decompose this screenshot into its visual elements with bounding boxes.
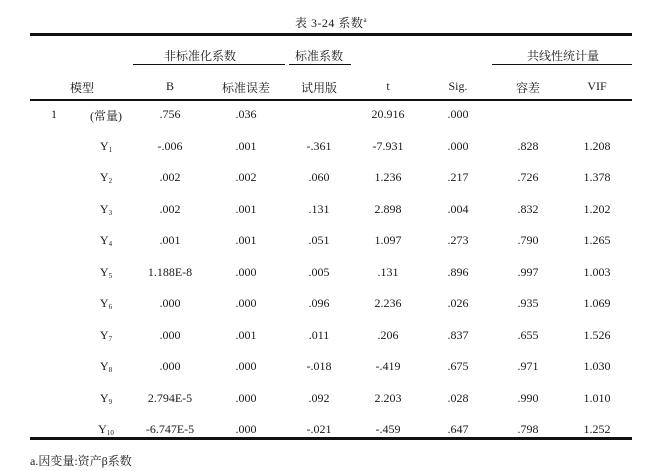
- cell-beta: .011: [308, 328, 330, 342]
- cell-beta: .096: [308, 296, 330, 310]
- table-title-text: 表 3-24 系数: [294, 16, 364, 30]
- row-variable-name: Y: [98, 422, 107, 436]
- cell-t: 1.236: [374, 170, 402, 184]
- header-vif: VIF: [587, 79, 607, 93]
- row-variable: [100, 202, 112, 217]
- row-variable: [90, 107, 122, 124]
- cell-sig: .217: [447, 170, 469, 184]
- cell-std-error: .000: [235, 422, 257, 436]
- row-variable-name: (常量): [90, 109, 122, 123]
- row-variable: [100, 391, 112, 406]
- cell-t: .131: [377, 265, 399, 279]
- cell-t: 1.097: [374, 233, 402, 247]
- cell-b: -.006: [157, 139, 183, 153]
- row-variable-name: Y: [99, 265, 109, 279]
- cell-vif: 1.526: [583, 328, 611, 342]
- cell-b: .000: [159, 359, 181, 373]
- cell-b: 1.188E-8: [147, 265, 193, 279]
- cell-b: .002: [159, 170, 181, 184]
- row-variable-subscript: 4: [108, 240, 113, 248]
- cell-t: -7.931: [372, 139, 404, 153]
- cell-b: -6.747E-5: [145, 422, 195, 436]
- std-group-line: [289, 64, 351, 65]
- cell-t: 2.236: [374, 296, 402, 310]
- cell-sig: .000: [447, 139, 469, 153]
- collin-group-line: [492, 64, 632, 65]
- cell-beta: .051: [308, 233, 330, 247]
- cell-vif: 1.010: [583, 391, 611, 405]
- cell-vif: 1.069: [583, 296, 611, 310]
- cell-tolerance: .832: [517, 202, 539, 216]
- bottom-rule: [30, 437, 632, 440]
- cell-b: .756: [159, 107, 181, 121]
- cell-b: 2.794E-5: [147, 391, 193, 405]
- cell-sig: .028: [447, 391, 469, 405]
- header-t: t: [386, 79, 390, 93]
- table-title: [0, 14, 662, 31]
- cell-tolerance: .997: [517, 265, 539, 279]
- cell-beta: -.021: [306, 422, 332, 436]
- cell-t: 20.916: [371, 107, 405, 121]
- cell-beta: .131: [308, 202, 330, 216]
- cell-tolerance: .655: [517, 328, 539, 342]
- row-variable-name: Y: [99, 359, 109, 373]
- cell-std-error: .001: [235, 139, 257, 153]
- cell-std-error: .000: [235, 296, 257, 310]
- cell-sig: .026: [447, 296, 469, 310]
- header-b: B: [165, 79, 175, 93]
- cell-vif: 1.202: [583, 202, 611, 216]
- row-variable: [100, 170, 112, 185]
- cell-vif: 1.252: [583, 422, 611, 436]
- cell-b: .000: [159, 328, 181, 342]
- cell-t: 2.898: [374, 202, 402, 216]
- row-variable: [100, 296, 112, 311]
- unstd-group-line: [133, 64, 285, 65]
- cell-vif: 1.208: [583, 139, 611, 153]
- table-title-sup: a: [363, 16, 368, 24]
- cell-vif: 1.003: [583, 265, 611, 279]
- header-beta: 试用版: [300, 81, 338, 95]
- header-standardized-coefficients: 标准系数: [294, 49, 344, 63]
- row-variable-name: Y: [99, 233, 109, 247]
- row-variable-name: Y: [99, 296, 109, 310]
- cell-beta: .092: [308, 391, 330, 405]
- top-rule: [30, 33, 632, 36]
- cell-sig: .675: [447, 359, 469, 373]
- header-rule: [30, 99, 632, 101]
- cell-tolerance: .990: [517, 391, 539, 405]
- cell-std-error: .001: [235, 233, 257, 247]
- cell-std-error: .001: [235, 328, 257, 342]
- cell-beta: .005: [308, 265, 330, 279]
- cell-std-error: .036: [235, 107, 257, 121]
- cell-tolerance: .828: [517, 139, 539, 153]
- cell-beta: -.361: [306, 139, 332, 153]
- row-variable-subscript: 8: [108, 366, 113, 374]
- footnote: a.因变量:资产β系数: [30, 454, 132, 468]
- row-variable-subscript: 5: [108, 272, 113, 280]
- cell-vif: 1.378: [583, 170, 611, 184]
- header-tolerance: 容差: [515, 81, 541, 95]
- row-variable: [100, 265, 112, 280]
- cell-std-error: .000: [235, 391, 257, 405]
- row-variable-name: Y: [99, 170, 109, 184]
- cell-vif: 1.030: [583, 359, 611, 373]
- cell-beta: .060: [308, 170, 330, 184]
- cell-b: .000: [159, 296, 181, 310]
- row-variable-subscript: 2: [108, 177, 113, 185]
- cell-b: .002: [159, 202, 181, 216]
- cell-tolerance: .790: [517, 233, 539, 247]
- cell-beta: -.018: [306, 359, 332, 373]
- model-number: 1: [51, 107, 57, 121]
- cell-sig: .647: [447, 422, 469, 436]
- cell-t: 2.203: [374, 391, 402, 405]
- header-unstandardized-coefficients: 非标准化系数: [163, 49, 237, 63]
- row-variable-subscript: 7: [108, 335, 113, 343]
- row-variable: [100, 359, 112, 374]
- header-sig: Sig.: [448, 79, 468, 93]
- row-variable-subscript: 3: [108, 209, 113, 217]
- cell-sig: .837: [447, 328, 469, 342]
- row-variable: [98, 422, 114, 437]
- row-variable-subscript: 6: [108, 303, 113, 311]
- row-variable-name: Y: [99, 202, 109, 216]
- cell-t: -.459: [375, 422, 401, 436]
- cell-sig: .000: [447, 107, 469, 121]
- cell-tolerance: .726: [517, 170, 539, 184]
- row-variable-name: Y: [99, 391, 109, 405]
- row-variable-name: Y: [99, 139, 109, 153]
- cell-vif: 1.265: [583, 233, 611, 247]
- cell-b: .001: [159, 233, 181, 247]
- cell-std-error: .001: [235, 202, 257, 216]
- cell-tolerance: .935: [517, 296, 539, 310]
- cell-t: .206: [377, 328, 399, 342]
- header-model: 模型: [69, 81, 95, 95]
- header-std-error: 标准误差: [221, 81, 271, 95]
- cell-std-error: .002: [235, 170, 257, 184]
- row-variable: [100, 233, 112, 248]
- row-variable: [100, 328, 112, 343]
- cell-std-error: .000: [235, 359, 257, 373]
- row-variable-subscript: 1: [108, 146, 113, 154]
- header-collinearity-statistics: 共线性统计量: [526, 49, 600, 63]
- cell-t: -.419: [375, 359, 401, 373]
- row-variable: [100, 139, 112, 154]
- row-variable-subscript: 10: [106, 429, 114, 437]
- cell-tolerance: .798: [517, 422, 539, 436]
- cell-sig: .004: [447, 202, 469, 216]
- cell-sig: .273: [447, 233, 469, 247]
- row-variable-name: Y: [99, 328, 109, 342]
- cell-sig: .896: [447, 265, 469, 279]
- cell-std-error: .000: [235, 265, 257, 279]
- row-variable-subscript: 9: [108, 398, 113, 406]
- cell-tolerance: .971: [517, 359, 539, 373]
